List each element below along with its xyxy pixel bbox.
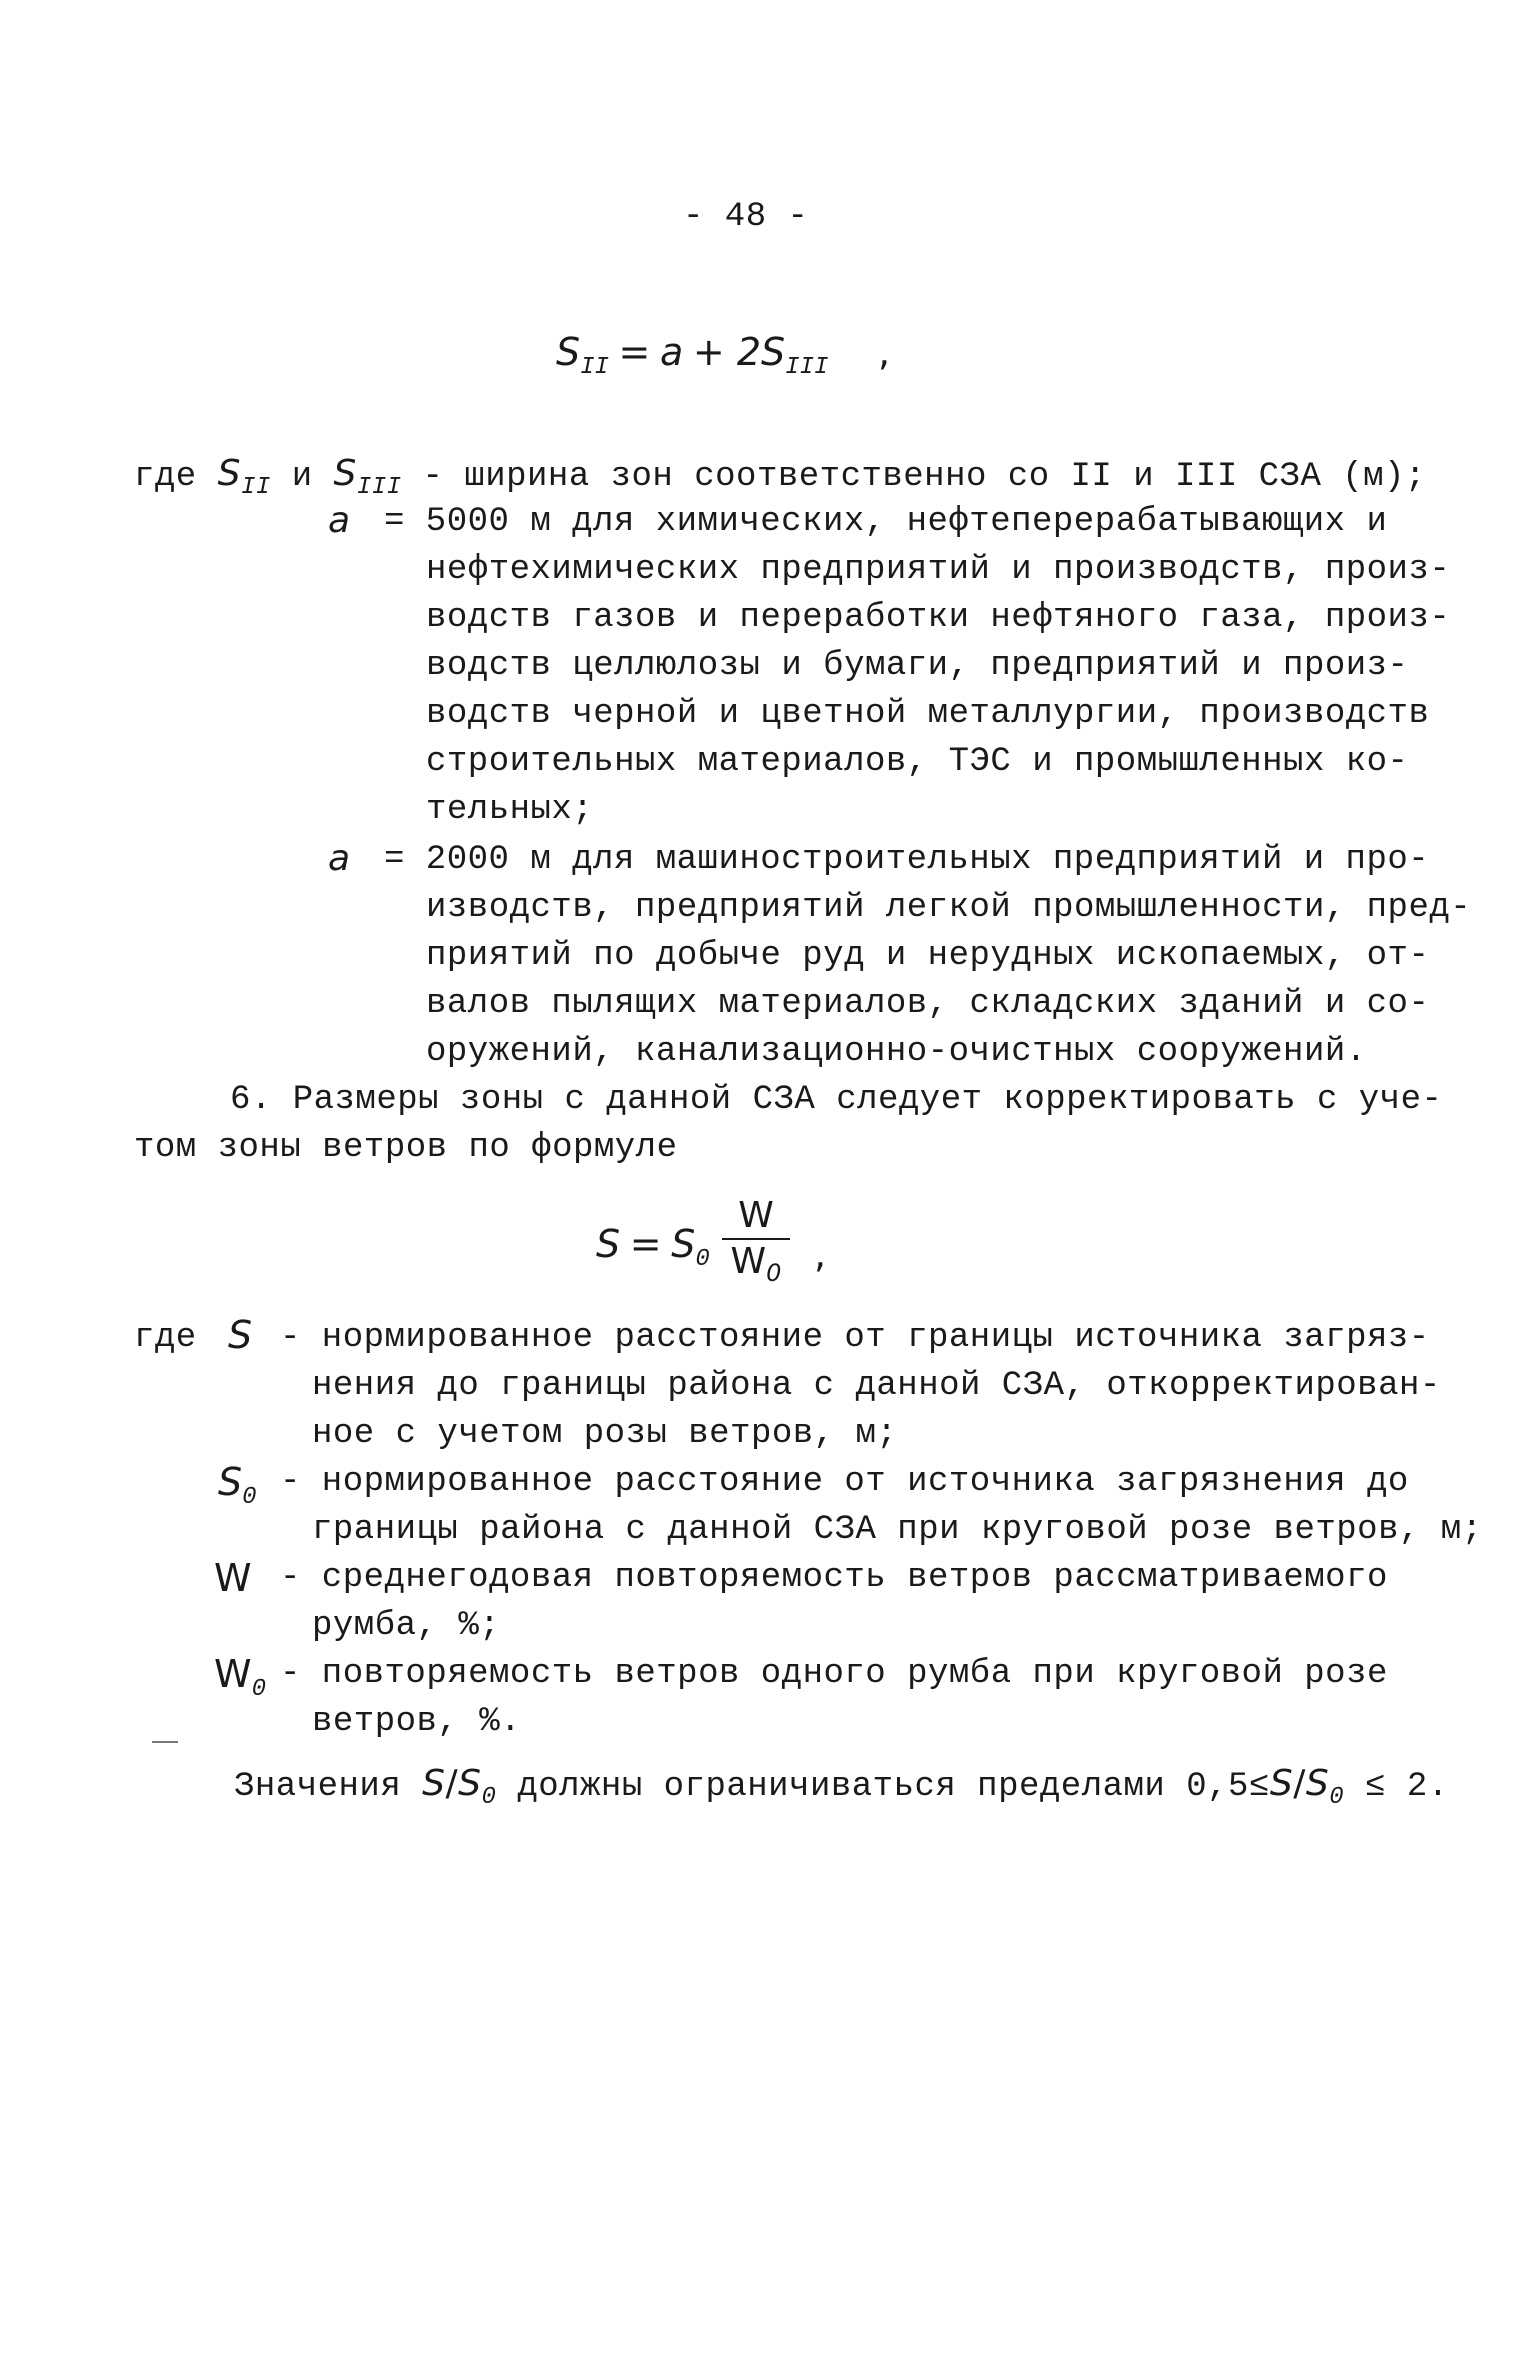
formula-lhs-var: S [556, 330, 581, 374]
def2-item-0-line-2: ное с учетом розы ветров, м; [312, 1415, 898, 1453]
def1-s3-sub: III [356, 474, 402, 501]
a-def1-symbol: a [328, 500, 351, 541]
def2-item-2-line-0: - среднегодовая повторяемость ветров рассматриваемого [280, 1559, 1388, 1597]
formula2-s: S [596, 1222, 621, 1266]
formula-a: a [660, 330, 684, 374]
formula-rhs-var: S [761, 330, 786, 374]
margin-mark [152, 1741, 178, 1743]
a-def1-line-2: водств газов и переработки нефтяного газа, произ- [426, 599, 1451, 637]
final-ratio1-b: S [458, 1763, 482, 1804]
final-end: ≤ 2. [1365, 1768, 1449, 1806]
formula2-s0: S [671, 1222, 696, 1266]
def1-and: и [291, 458, 313, 496]
final-line [234, 1763, 1449, 1811]
a-def1-line-6: тельных; [426, 791, 594, 829]
a-def2-line-3: валов пылящих материалов, складских зданий и со- [426, 985, 1430, 1023]
def2-item-0-sym: S [228, 1313, 253, 1357]
a-def2-line-0: = 2000 м для машиностроительных предприятий и про- [384, 841, 1430, 879]
a-def1-line-1: нефтехимических предприятий и производств, произ- [426, 551, 1451, 589]
def1-where: где [134, 458, 197, 496]
def2-item-3-symbol [214, 1652, 266, 1703]
formula2-den-var: W [730, 1241, 767, 1282]
final-ratio1-slash: / [445, 1763, 459, 1804]
formula2-den-sub: 0 [766, 1259, 782, 1287]
def2-item-1-symbol [218, 1460, 257, 1511]
a-def1-line-3: водств целлюлозы и бумаги, предприятий и произ- [426, 647, 1409, 685]
fraction-bar [722, 1238, 790, 1240]
def2-item-1-sub: 0 [242, 1484, 257, 1511]
final-ratio1-sub: 0 [481, 1784, 497, 1811]
formula2-fraction [722, 1195, 790, 1287]
formula-eq: = [618, 330, 651, 374]
def2-item-0-line-0: - нормированное расстояние от границы источника загряз- [280, 1319, 1430, 1357]
formula2-denominator [730, 1241, 782, 1287]
a-def1-line-4: водств черной и цветной металлургии, производств [426, 695, 1430, 733]
def1-s3-var: S [333, 453, 357, 494]
def1-s2-var: S [217, 453, 241, 494]
def2-item-3-sym: W [214, 1652, 252, 1696]
def2-item-3-sub: 0 [251, 1676, 266, 1703]
def2-item-3-line-1: ветров, %. [312, 1703, 522, 1741]
formula-s [596, 1222, 710, 1273]
final-ratio2-a: S [1269, 1763, 1294, 1804]
formula-lhs-sub: II [580, 354, 609, 381]
def2-where: где [134, 1319, 197, 1357]
formula2-numerator: W [738, 1195, 774, 1236]
def2-item-1-sym: S [218, 1460, 243, 1504]
def2-item-2-sym: W [214, 1556, 252, 1600]
def2-item-1-line-1: границы района с данной СЗА при круговой розе ветров, м; [312, 1511, 1483, 1549]
final-pre: Значения [234, 1768, 402, 1806]
def2-item-0-line-1: нения до границы района с данной СЗА, откорректирован- [312, 1367, 1441, 1405]
a-def2-line-2: приятий по добыче руд и нерудных ископаемых, от- [426, 937, 1430, 975]
def2-item-2-line-1: румба, %; [312, 1607, 501, 1645]
def1-text: - ширина зон соответственно со II и III СЗА (м); [422, 458, 1426, 496]
a-def2-line-1: изводств, предприятий легкой промышленности, пред- [426, 889, 1472, 927]
formula2-trail: , [814, 1232, 827, 1276]
a-def2-symbol: a [328, 838, 351, 879]
final-ratio2-b: S [1305, 1763, 1330, 1804]
final-ratio2-sub: 0 [1329, 1784, 1345, 1811]
final-ratio2-slash: / [1293, 1763, 1306, 1804]
formula-trail: , [877, 330, 891, 374]
page-number: - 48 - [683, 198, 809, 236]
formula-rhs-sub: III [785, 354, 829, 381]
para6-line-0: 6. Размеры зоны с данной СЗА следует корректировать с уче- [230, 1081, 1443, 1119]
formula-sii [556, 330, 890, 381]
def1-line [134, 453, 1426, 501]
formula2-eq: = [629, 1222, 662, 1266]
para6-line-1: том зоны ветров по формуле [134, 1129, 678, 1167]
final-mid: должны ограничиваться пределами 0,5≤ [517, 1768, 1270, 1806]
def2-item-3-line-0: - повторяемость ветров одного румба при круговой розе [280, 1655, 1388, 1693]
def1-s2-sub: II [240, 474, 271, 501]
a-def1-line-5: строительных материалов, ТЭС и промышленных ко- [426, 743, 1409, 781]
a-def2-line-4: оружений, канализационно-очистных сооружений. [426, 1033, 1367, 1071]
def2-item-1-line-0: - нормированное расстояние от источника загрязнения до [280, 1463, 1409, 1501]
a-def1-line-0: = 5000 м для химических, нефтеперерабатывающих и [384, 503, 1388, 541]
formula2-s0-sub: 0 [695, 1246, 710, 1273]
formula-plus: + 2 [692, 330, 762, 374]
final-ratio1-a: S [422, 1763, 446, 1804]
